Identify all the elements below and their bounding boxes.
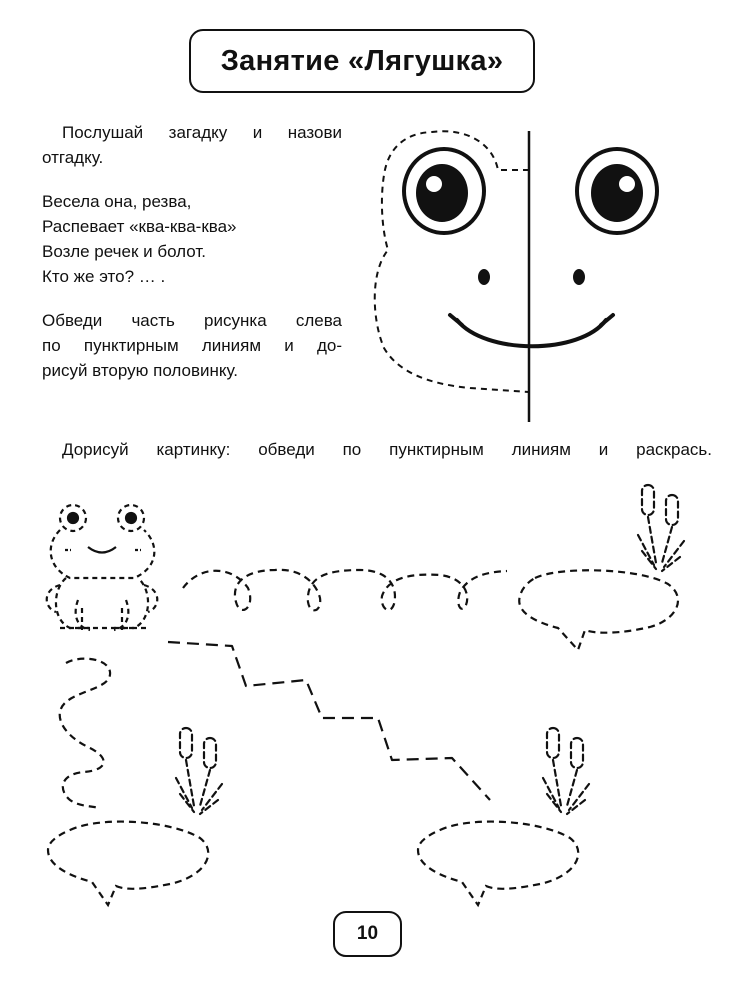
lily-pad-with-cattails-icon <box>418 728 589 905</box>
verse-line: Распевает «ква-ква-ква» <box>42 217 237 236</box>
verse-line: Весела она, резва, <box>42 192 192 211</box>
loop-path-icon <box>183 570 507 610</box>
frog-face-half-icon <box>375 131 657 422</box>
riddle-intro-line2: отгадку. <box>42 148 104 167</box>
page-title: Занятие «Лягушка» <box>189 29 535 93</box>
task1-line2: по пунктирным линиям и до- <box>42 336 342 355</box>
verse-line: Возле речек и болот. <box>42 242 206 261</box>
lily-pad-with-cattails-icon <box>519 485 684 650</box>
task2-instruction: Дорисуй картинку: обведи по пунктирным линиям и раскрась. <box>62 440 712 459</box>
riddle-intro-line1: Послушай загадку и назови <box>62 123 342 142</box>
page-number: 10 <box>333 911 402 957</box>
frog-figure-icon <box>47 505 158 630</box>
verse-line: Кто же это? … . <box>42 267 166 286</box>
task1-line3: рисуй вторую половинку. <box>42 361 239 380</box>
zigzag-path-icon <box>168 642 490 800</box>
wave-path-icon <box>60 659 110 808</box>
task1-line1: Обведи часть рисунка слева <box>42 311 342 330</box>
lily-pad-with-cattails-icon <box>48 728 222 905</box>
